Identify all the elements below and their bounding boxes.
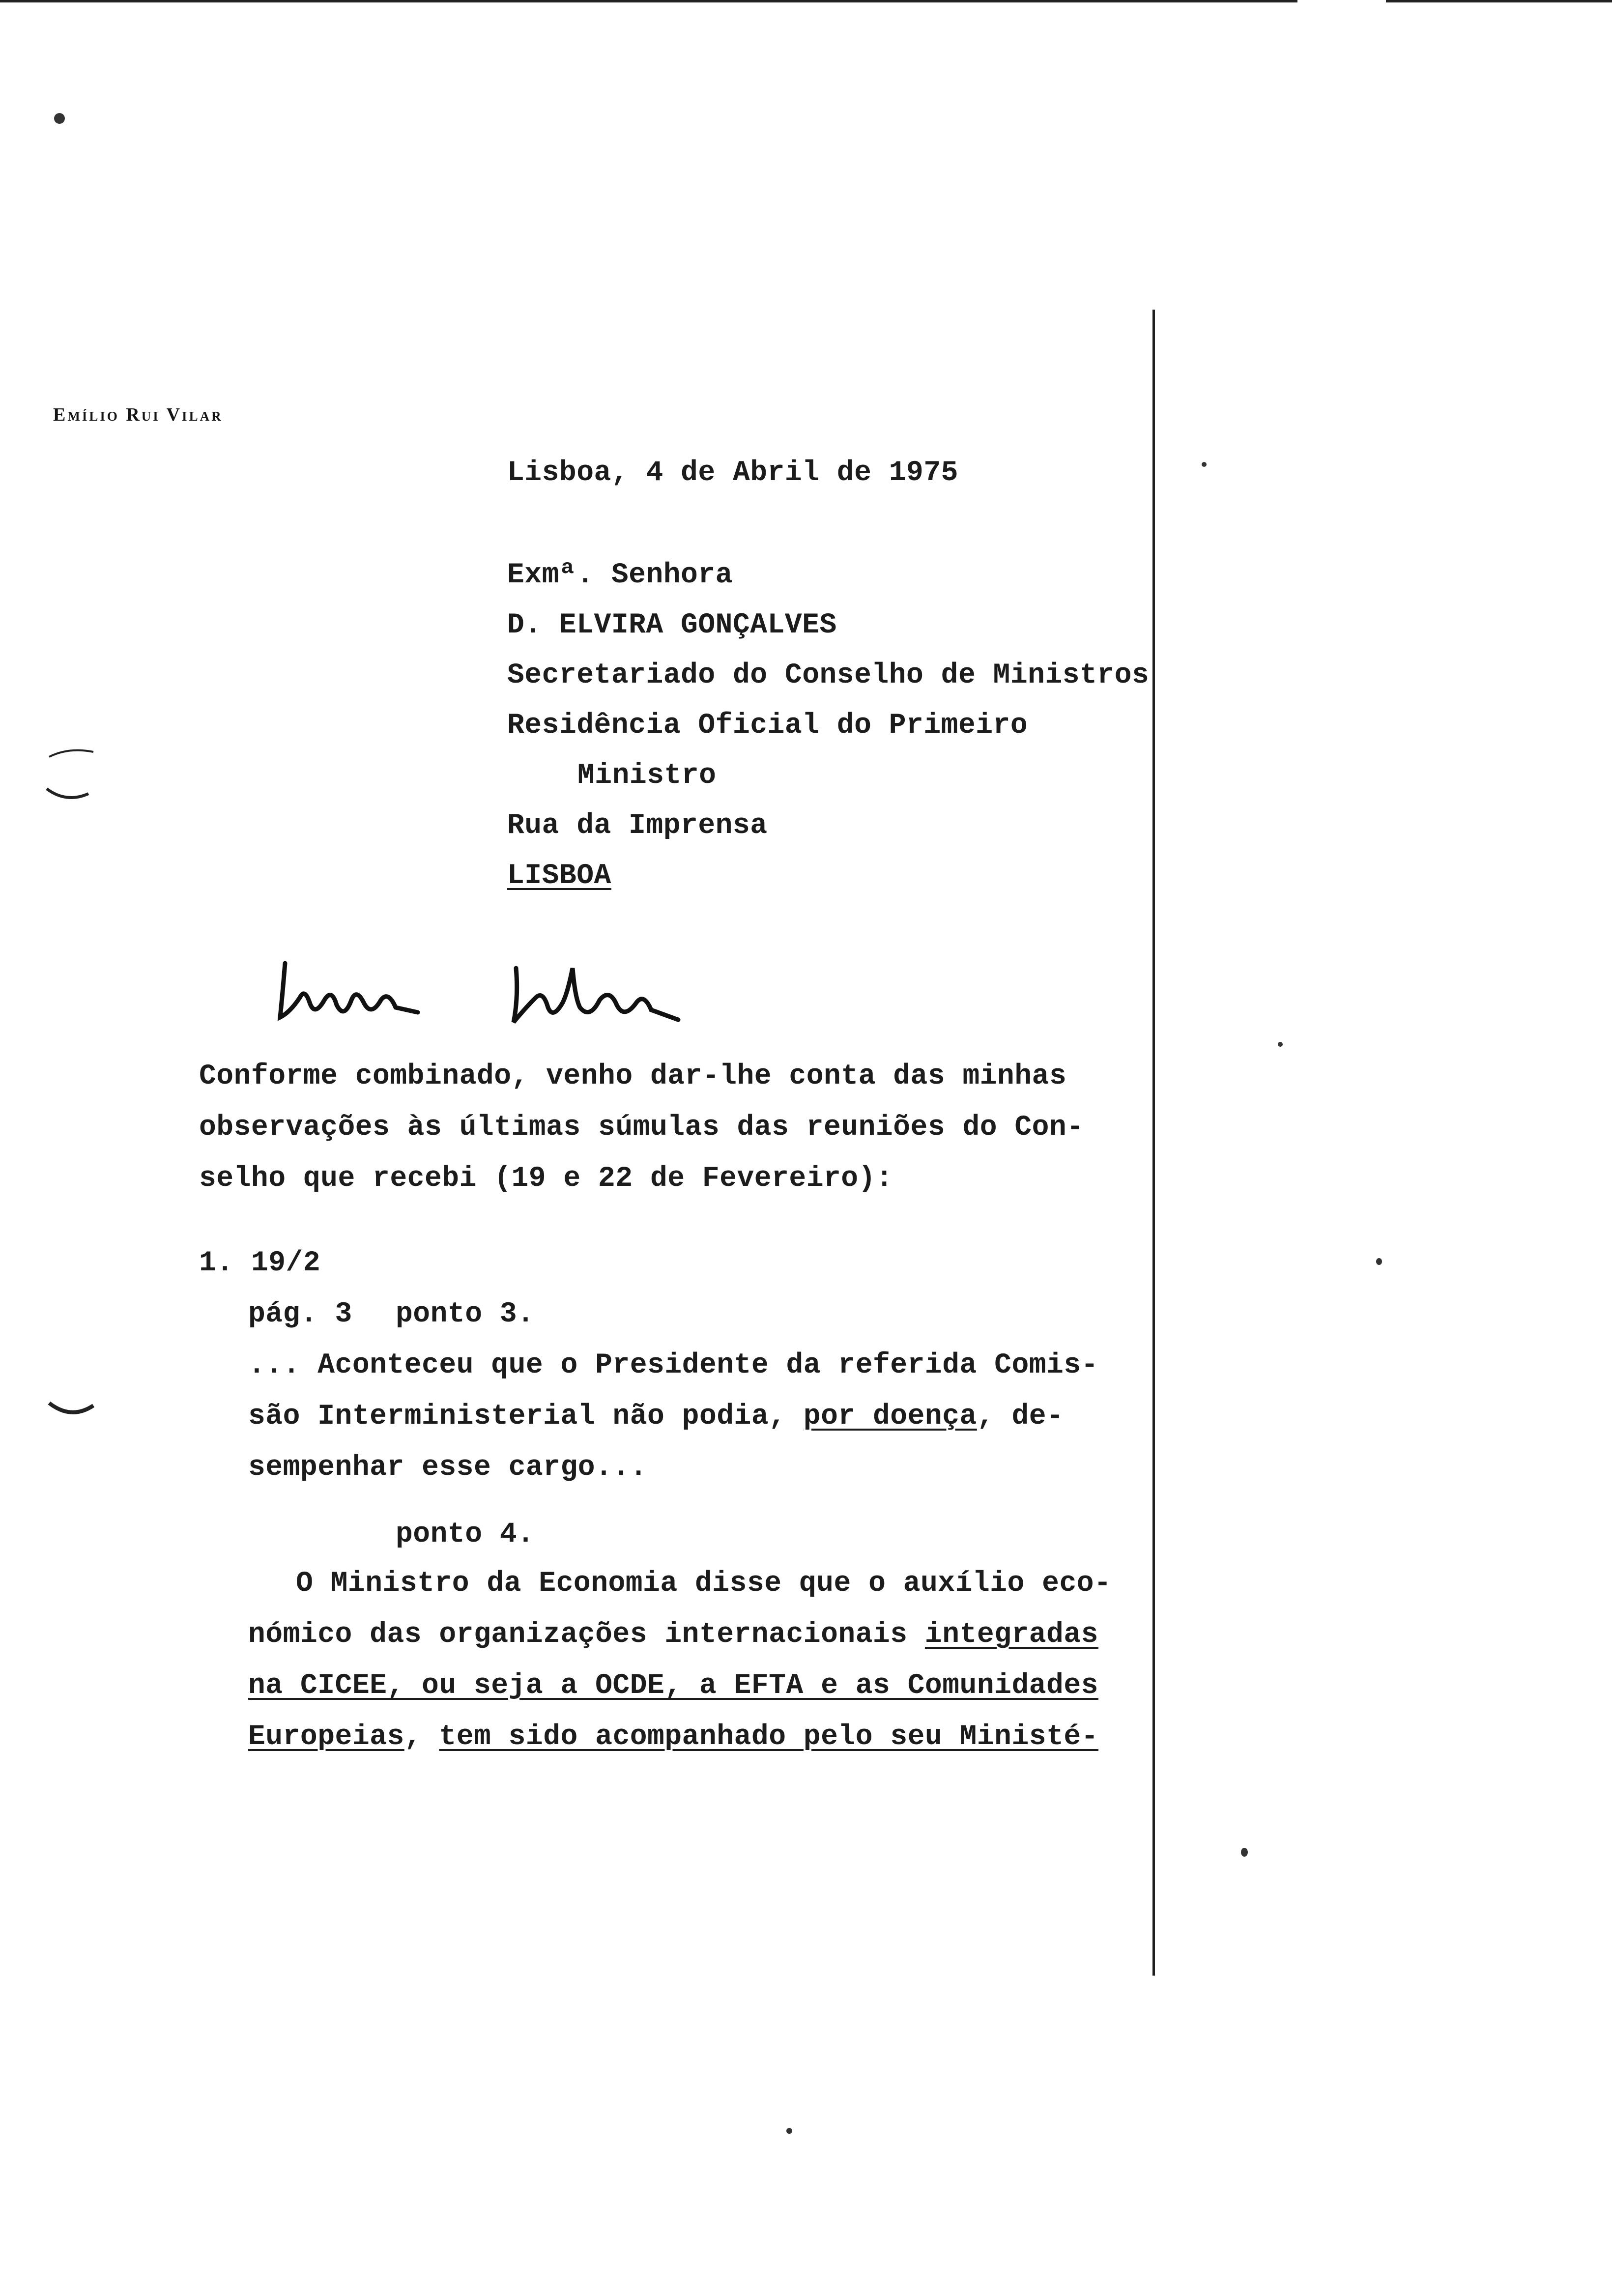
punch-hole-mark	[44, 1396, 103, 1425]
intro-line-3: selho que recebi (19 e 22 de Fevereiro):	[199, 1163, 893, 1195]
underlined-phrase: por doença	[803, 1401, 977, 1433]
ink-speck	[1376, 1258, 1382, 1265]
punch-hole-mark	[39, 747, 103, 806]
quote-line-2-text: são Interministerial não podia,	[248, 1401, 804, 1433]
point-4-line-2	[248, 1610, 1098, 1660]
underlined-phrase: tem sido acompanhado pelo seu Ministé-	[439, 1721, 1099, 1753]
quote-line-2-end: , de-	[977, 1401, 1064, 1433]
separator: ,	[404, 1721, 439, 1753]
ink-speck	[54, 113, 65, 124]
recipient-city-text: LISBOA	[507, 860, 611, 892]
quote-line-3: sempenhar esse cargo...	[248, 1452, 648, 1484]
underlined-phrase: Europeias	[248, 1721, 404, 1753]
point-4-line-4	[248, 1712, 1098, 1762]
intro-line-1: Conforme combinado, venho dar-lhe conta das minhas	[199, 1061, 1067, 1092]
ink-speck	[1278, 1042, 1283, 1047]
item-number: 1.	[199, 1247, 234, 1279]
date-line: Lisboa, 4 de Abril de 1975	[507, 457, 958, 489]
recipient-name: D. ELVIRA GONÇALVES	[507, 609, 837, 641]
underlined-phrase: na CICEE, ou seja a OCDE, a EFTA e as Comunidades	[248, 1670, 1098, 1702]
margin-rule	[1152, 310, 1155, 1976]
ink-speck	[1202, 462, 1207, 467]
point-4-label: ponto 4.	[396, 1519, 535, 1550]
page-ref: pág. 3	[248, 1298, 352, 1330]
scan-edge-line	[0, 0, 1297, 2]
handwritten-greeting	[270, 953, 693, 1037]
recipient-city	[507, 851, 611, 901]
recipient-org: Secretariado do Conselho de Ministros	[507, 660, 1150, 691]
item-date: 19/2	[251, 1247, 321, 1279]
point-3-label: ponto 3.	[396, 1298, 535, 1330]
ink-speck	[1241, 1848, 1248, 1857]
point-4-line-2-text: nómico das organizações internacionais	[248, 1619, 925, 1651]
quote-line-2	[248, 1392, 1064, 1442]
underlined-phrase: integradas	[924, 1619, 1098, 1651]
intro-line-2: observações às últimas súmulas das reuniões do Con-	[199, 1112, 1084, 1144]
point-4-line-3	[248, 1661, 1098, 1711]
recipient-residence-cont: Ministro	[577, 760, 717, 792]
letterhead-name: Emílio Rui Vilar	[53, 404, 223, 425]
scan-edge-line	[1386, 0, 1612, 2]
recipient-residence: Residência Oficial do Primeiro	[507, 710, 1028, 742]
point-4-line-1: O Ministro da Economia disse que o auxílio eco-	[296, 1568, 1112, 1600]
quote-line-1: ... Aconteceu que o Presidente da referida Comis-	[248, 1349, 1098, 1381]
item-1-header	[199, 1238, 320, 1289]
ink-speck	[786, 2128, 792, 2134]
recipient-salutation: Exmª. Senhora	[507, 559, 733, 591]
recipient-street: Rua da Imprensa	[507, 810, 768, 842]
